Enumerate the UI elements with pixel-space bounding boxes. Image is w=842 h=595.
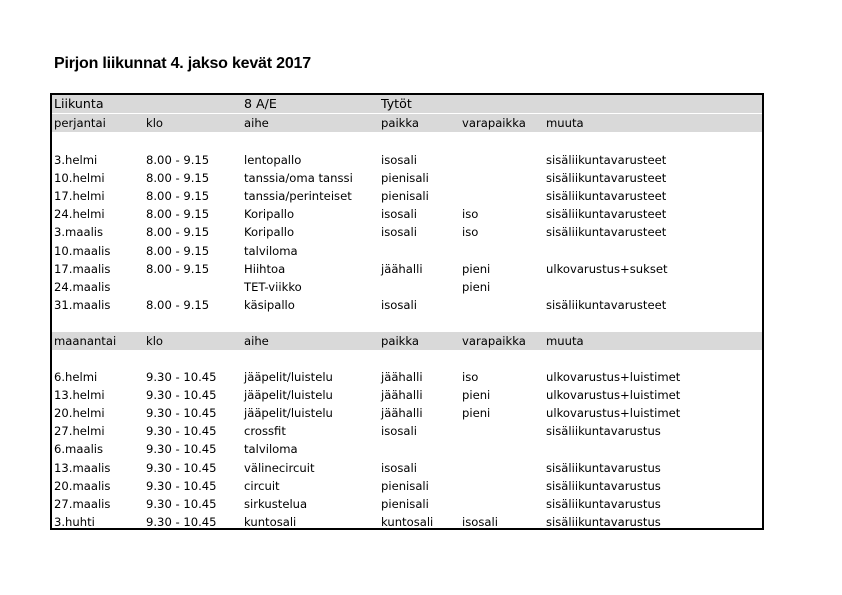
table-row — [52, 151, 762, 169]
cell-time: 8.00 - 9.15 — [146, 243, 210, 258]
cell-topic: tanssia/oma tanssi — [244, 171, 353, 186]
schedule-table — [50, 93, 764, 530]
cell-alt-place: pieni — [462, 261, 491, 276]
cell-topic: tanssia/perinteiset — [244, 189, 352, 204]
table-row — [52, 513, 762, 531]
table-row — [52, 296, 762, 314]
cell-notes: sisäliikuntavarusteet — [546, 189, 667, 204]
cell-time: 8.00 - 9.15 — [146, 225, 210, 240]
cell-place: isosali — [381, 460, 417, 475]
cell-alt-place: varapaikka — [462, 116, 526, 130]
cell-place: paikka — [381, 334, 420, 348]
cell-place: jäähalli — [381, 370, 423, 384]
cell-time: 8.00 - 9.15 — [146, 153, 210, 167]
document-title: Pirjon liikunnat 4. jakso kevät 2017 — [54, 55, 311, 72]
cell-notes: ulkovarustus+luistimet — [546, 406, 681, 421]
cell-date: 20.maalis — [54, 478, 111, 493]
cell-date: 13.maalis — [54, 460, 111, 475]
friday-header-row — [52, 114, 762, 132]
cell-alt-place: pieni — [462, 388, 491, 403]
cell-date: 3.huhti — [54, 514, 95, 529]
cell-topic: talviloma — [244, 442, 298, 457]
table-row — [52, 169, 762, 187]
cell-topic: lentopallo — [244, 153, 302, 167]
cell-date: 10.maalis — [54, 243, 111, 258]
cell-time: klo — [146, 334, 164, 348]
cell-time: 9.30 - 10.45 — [146, 514, 217, 529]
table-row — [52, 477, 762, 495]
cell-place: kuntosali — [381, 514, 434, 529]
cell-topic: jääpelit/luistelu — [244, 406, 333, 421]
cell-time: 9.30 - 10.45 — [146, 496, 217, 511]
cell-time: 9.30 - 10.45 — [146, 424, 217, 439]
cell-topic: crossfit — [244, 424, 286, 439]
cell-place: jäähalli — [381, 406, 423, 421]
cell-notes: sisäliikuntavarusteet — [546, 225, 667, 240]
table-row — [52, 386, 762, 404]
cell-alt-place: pieni — [462, 406, 491, 421]
cell-time: 8.00 - 9.15 — [146, 171, 210, 186]
cell-place: isosali — [381, 424, 417, 439]
cell-notes: ulkovarustus+luistimet — [546, 370, 681, 384]
cell-topic: käsipallo — [244, 297, 295, 312]
header-liikunta: Liikunta — [54, 96, 104, 111]
table-row — [52, 242, 762, 260]
top-header-row — [52, 95, 762, 113]
cell-notes: sisäliikuntavarustus — [546, 424, 661, 439]
cell-topic: circuit — [244, 478, 280, 493]
cell-notes: muuta — [546, 334, 584, 348]
cell-time: 8.00 - 9.15 — [146, 207, 210, 222]
cell-notes: sisäliikuntavarustus — [546, 514, 661, 529]
cell-topic: Hiihtoa — [244, 261, 286, 276]
cell-topic: jääpelit/luistelu — [244, 388, 333, 403]
cell-place: pienisali — [381, 189, 429, 204]
cell-topic: Koripallo — [244, 225, 295, 240]
cell-topic: välinecircuit — [244, 460, 315, 475]
cell-alt-place: iso — [462, 370, 479, 384]
cell-time: 8.00 - 9.15 — [146, 189, 210, 204]
cell-time: 9.30 - 10.45 — [146, 478, 217, 493]
cell-date: 27.maalis — [54, 496, 111, 511]
cell-date: 10.helmi — [54, 171, 105, 186]
cell-date: 3.maalis — [54, 225, 104, 240]
cell-place: pienisali — [381, 496, 429, 511]
cell-notes: sisäliikuntavarusteet — [546, 153, 667, 167]
cell-topic: Koripallo — [244, 207, 295, 222]
table-row — [52, 422, 762, 440]
cell-place: isosali — [381, 297, 417, 312]
cell-date: 6.maalis — [54, 442, 104, 457]
cell-topic: TET-viikko — [244, 279, 302, 294]
cell-notes: muuta — [546, 116, 584, 130]
header-group: 8 A/E — [244, 96, 277, 111]
cell-alt-place: pieni — [462, 279, 491, 294]
cell-time: 8.00 - 9.15 — [146, 261, 210, 276]
table-row — [52, 278, 762, 296]
cell-alt-place: iso — [462, 207, 479, 222]
cell-alt-place: varapaikka — [462, 334, 526, 348]
table-row — [52, 260, 762, 278]
cell-place: isosali — [381, 207, 417, 222]
cell-date: 13.helmi — [54, 388, 105, 403]
table-row — [52, 495, 762, 513]
cell-topic: jääpelit/luistelu — [244, 370, 333, 384]
table-row — [52, 440, 762, 458]
cell-notes: sisäliikuntavarustus — [546, 496, 661, 511]
cell-time: 9.30 - 10.45 — [146, 370, 217, 384]
cell-date: 3.helmi — [54, 153, 98, 167]
cell-place: paikka — [381, 116, 420, 130]
table-row — [52, 368, 762, 386]
cell-topic: aihe — [244, 334, 269, 348]
cell-place: jäähalli — [381, 388, 423, 403]
cell-place: isosali — [381, 225, 417, 240]
cell-alt-place: iso — [462, 225, 479, 240]
cell-notes: sisäliikuntavarusteet — [546, 297, 667, 312]
cell-date: maanantai — [54, 334, 117, 348]
cell-time: 9.30 - 10.45 — [146, 442, 217, 457]
cell-time: 9.30 - 10.45 — [146, 460, 217, 475]
monday-header-row — [52, 332, 762, 350]
cell-topic: talviloma — [244, 243, 298, 258]
table-row — [52, 205, 762, 223]
cell-place: isosali — [381, 153, 417, 167]
cell-topic: sirkustelua — [244, 496, 308, 511]
cell-notes: sisäliikuntavarustus — [546, 478, 661, 493]
cell-time: 9.30 - 10.45 — [146, 406, 217, 421]
header-tytot: Tytöt — [381, 96, 412, 111]
cell-place: jäähalli — [381, 261, 423, 276]
cell-date: 27.helmi — [54, 424, 105, 439]
cell-date: 6.helmi — [54, 370, 98, 384]
cell-date: 24.helmi — [54, 207, 105, 222]
cell-notes: sisäliikuntavarusteet — [546, 171, 667, 186]
cell-topic: aihe — [244, 116, 269, 130]
table-row — [52, 223, 762, 241]
cell-place: pienisali — [381, 478, 429, 493]
table-row — [52, 404, 762, 422]
cell-date: 17.maalis — [54, 261, 111, 276]
cell-notes: ulkovarustus+sukset — [546, 261, 668, 276]
cell-notes: sisäliikuntavarusteet — [546, 207, 667, 222]
cell-notes: ulkovarustus+luistimet — [546, 388, 681, 403]
cell-notes: sisäliikuntavarustus — [546, 460, 661, 475]
cell-date: perjantai — [54, 116, 106, 130]
cell-time: 9.30 - 10.45 — [146, 388, 217, 403]
cell-topic: kuntosali — [244, 514, 297, 529]
cell-alt-place: isosali — [462, 514, 498, 529]
cell-place: pienisali — [381, 171, 429, 186]
cell-time: klo — [146, 116, 164, 130]
cell-time: 8.00 - 9.15 — [146, 297, 210, 312]
cell-date: 20.helmi — [54, 406, 105, 421]
cell-date: 17.helmi — [54, 189, 105, 204]
cell-date: 24.maalis — [54, 279, 111, 294]
table-row — [52, 459, 762, 477]
cell-date: 31.maalis — [54, 297, 111, 312]
table-row — [52, 187, 762, 205]
